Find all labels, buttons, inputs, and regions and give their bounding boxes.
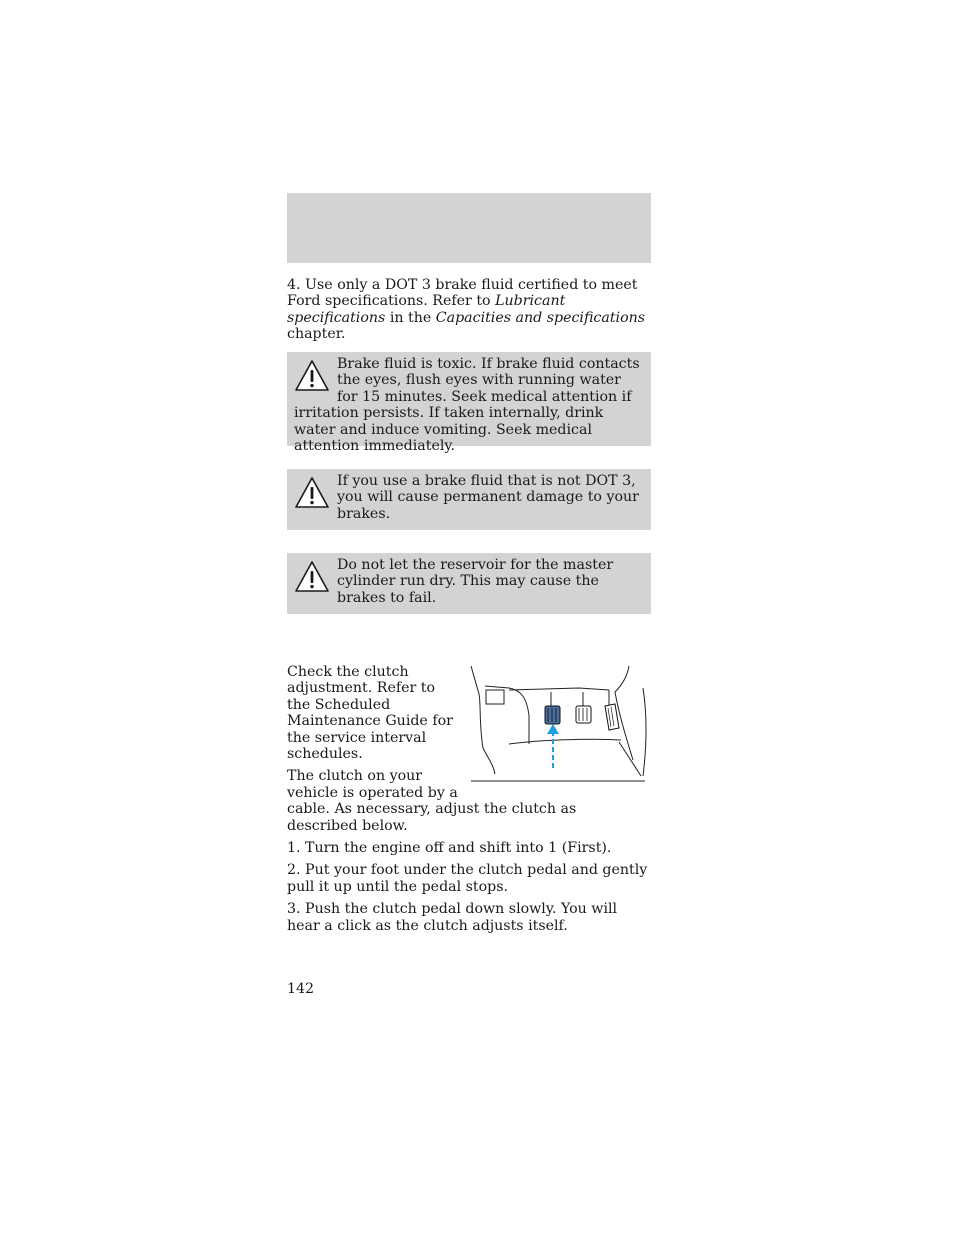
warning-triangle-icon <box>294 476 330 510</box>
warning-text: Brake fluid is toxic. If brake fluid contacts the eyes, flush eyes with running water for 15 minutes. Seek medical attention if irritation persists. If taken internally, drink water and induce vomiting. Seek medical attention immediately. <box>294 356 640 455</box>
clutch-cable-paragraph: The clutch on your vehicle is operated by a cable. As necessary, adjust the clutch as described below. <box>287 768 577 834</box>
step4-text-3: chapter. <box>287 326 346 343</box>
capacities-chapter-ref: Capacities and specifications <box>435 309 646 326</box>
clutch-pedal-illustration <box>469 664 651 784</box>
warning-triangle-icon <box>294 560 330 594</box>
warning-box-reservoir <box>287 553 651 614</box>
step-4-paragraph <box>287 277 651 343</box>
lubricant-specs-ref: Lubricant specifications <box>287 293 566 326</box>
step4-text-2: in the <box>385 309 436 326</box>
warning-box-toxic <box>287 352 651 455</box>
step4-text-1: 4. Use only a DOT 3 brake fluid certified to meet Ford specifications. Refer to <box>287 277 638 310</box>
warning-triangle-icon <box>294 359 330 393</box>
chapter-header-band <box>287 193 651 263</box>
warning-text: Do not let the reservoir for the master cylinder run dry. This may cause the brakes to fail. <box>337 557 614 606</box>
clutch-step-3: 3. Push the clutch pedal down slowly. You will hear a click as the clutch adjusts itself. <box>287 901 618 934</box>
warning-text: If you use a brake fluid that is not DOT 3, you will cause permanent damage to your brakes. <box>337 473 639 522</box>
clutch-step-2: 2. Put your foot under the clutch pedal and gently pull it up until the pedal stops. <box>287 862 648 895</box>
page-number: 142 <box>287 981 315 997</box>
clutch-intro-paragraph: Check the clutch adjustment. Refer to the Scheduled Maintenance Guide for the service interval schedules. <box>287 664 453 763</box>
clutch-section <box>287 664 651 940</box>
warning-box-dot3 <box>287 469 651 530</box>
clutch-step-1: 1. Turn the engine off and shift into 1 (First). <box>287 840 612 857</box>
